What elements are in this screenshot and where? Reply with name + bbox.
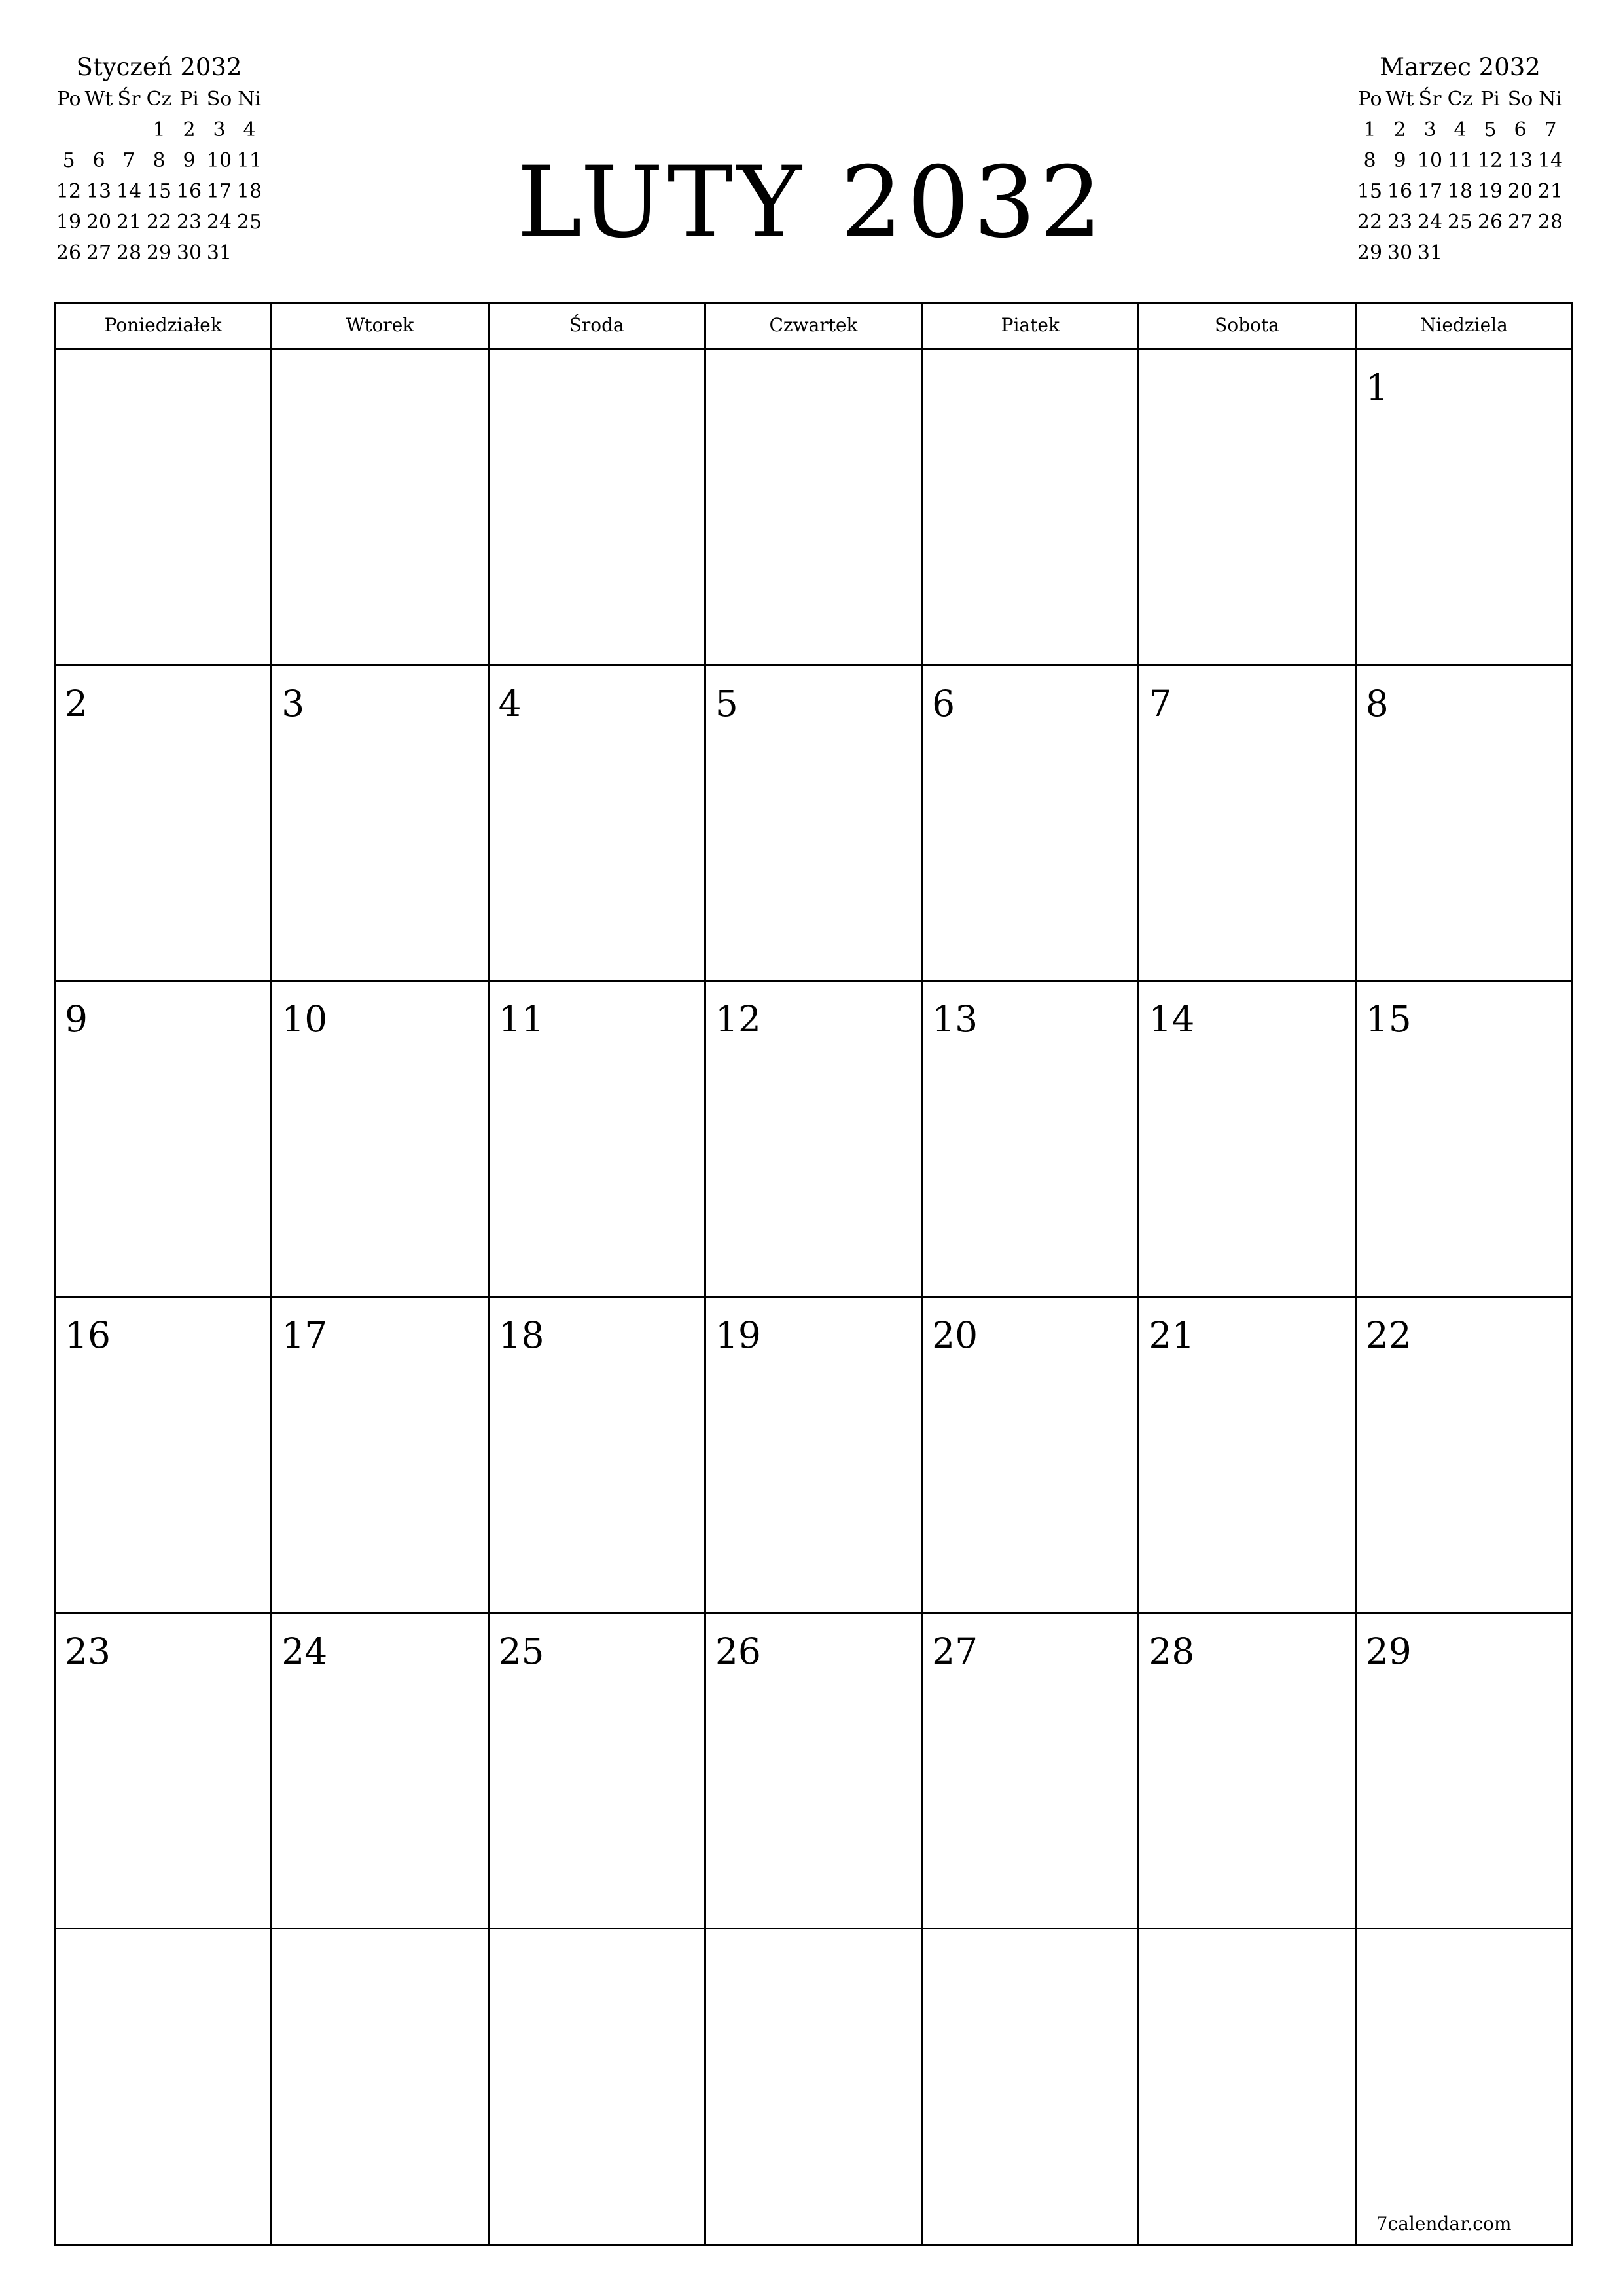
day-number: 13: [932, 998, 978, 1041]
day-cell: [272, 1614, 489, 1930]
day-number: 25: [498, 1630, 544, 1672]
day-number: 4: [498, 682, 522, 725]
mini-day: 9: [1393, 149, 1406, 172]
day-cell: [56, 1929, 272, 2246]
mini-day: 12: [56, 180, 82, 203]
mini-day: 26: [1477, 211, 1503, 234]
mini-day: 7: [122, 149, 135, 172]
mini-day: 2: [183, 118, 196, 141]
day-cell: [1357, 1929, 1573, 2246]
mini-day: [1505, 238, 1535, 268]
day-cell: [1357, 1298, 1573, 1614]
mini-day: 23: [1387, 211, 1413, 234]
day-cell: [272, 350, 489, 666]
day-number: 24: [281, 1630, 328, 1672]
mini-day: 27: [86, 242, 112, 264]
day-cell: [706, 1929, 923, 2246]
mini-day: 29: [1357, 242, 1383, 264]
day-number: 9: [65, 998, 88, 1041]
mini-day: 18: [1447, 180, 1473, 203]
mini-day: 25: [1447, 211, 1473, 234]
day-cell: [706, 1614, 923, 1930]
day-number: 5: [715, 682, 738, 725]
mini-calendar-grid: [1355, 84, 1565, 268]
day-cell: [1357, 350, 1573, 666]
day-cell: [1139, 982, 1356, 1298]
day-number: 27: [932, 1630, 978, 1672]
day-cell: [272, 1298, 489, 1614]
day-number: 29: [1365, 1630, 1412, 1672]
mini-day: [1445, 238, 1475, 268]
mini-day: 31: [206, 242, 232, 264]
weekday-header: Wtorek: [272, 304, 489, 350]
page-title: LUTY 2032: [516, 146, 1107, 260]
mini-day: 8: [1363, 149, 1376, 172]
mini-day: 16: [176, 180, 202, 203]
mini-day: 17: [1417, 180, 1443, 203]
mini-day: 26: [56, 242, 82, 264]
mini-day: 20: [86, 211, 112, 234]
mini-day: 19: [56, 211, 82, 234]
day-cell: [272, 666, 489, 982]
mini-day: 21: [1537, 180, 1563, 203]
mini-day: 3: [1423, 118, 1436, 141]
mini-day: 24: [206, 211, 232, 234]
day-cell: [706, 666, 923, 982]
weekday-header: Poniedziałek: [56, 304, 272, 350]
day-cell: [923, 1298, 1139, 1614]
day-number: 12: [715, 998, 761, 1041]
mini-day: [1475, 238, 1505, 268]
mini-day: 18: [236, 180, 262, 203]
day-number: 7: [1149, 682, 1172, 725]
day-cell: [490, 350, 706, 666]
mini-weekday: Ni: [1539, 88, 1562, 111]
day-number: 19: [715, 1314, 761, 1356]
day-cell: [706, 982, 923, 1298]
day-number: 20: [932, 1314, 978, 1356]
mini-day: 14: [116, 180, 142, 203]
day-number: 16: [65, 1314, 111, 1356]
mini-day: 30: [176, 242, 202, 264]
mini-weekday: Śr: [117, 88, 141, 111]
mini-weekday: So: [206, 88, 232, 111]
day-number: 6: [932, 682, 955, 725]
day-cell: [1139, 666, 1356, 982]
day-cell: [1139, 350, 1356, 666]
day-cell: [490, 982, 706, 1298]
day-cell: [272, 1929, 489, 2246]
day-number: 8: [1365, 682, 1389, 725]
mini-calendar-next-month: [1355, 51, 1565, 268]
day-number: 26: [715, 1630, 761, 1672]
day-number: 22: [1365, 1314, 1412, 1356]
day-cell: [490, 1614, 706, 1930]
mini-day: 15: [1357, 180, 1383, 203]
mini-day: 17: [206, 180, 232, 203]
mini-day: 1: [1363, 118, 1376, 141]
day-cell: [1357, 666, 1573, 982]
day-cell: [1357, 1614, 1573, 1930]
mini-day: 6: [92, 149, 105, 172]
mini-weekday: Śr: [1418, 88, 1442, 111]
day-number: 28: [1149, 1630, 1195, 1672]
weekday-header: Środa: [490, 304, 706, 350]
mini-weekday: Pi: [1480, 88, 1500, 111]
mini-day: 23: [176, 211, 202, 234]
weekday-header: Sobota: [1139, 304, 1356, 350]
mini-weekday: Pi: [179, 88, 199, 111]
mini-day: 24: [1417, 211, 1443, 234]
day-cell: [56, 982, 272, 1298]
weekday-header: Piatek: [923, 304, 1139, 350]
mini-day: 25: [236, 211, 262, 234]
mini-weekday: Wt: [1385, 88, 1414, 111]
mini-day: 14: [1537, 149, 1563, 172]
day-cell: [923, 666, 1139, 982]
mini-weekday: Wt: [84, 88, 113, 111]
mini-day: 22: [1357, 211, 1383, 234]
mini-calendar-title: Marzec 2032: [1380, 53, 1541, 81]
day-cell: [490, 1298, 706, 1614]
mini-weekday: Po: [56, 88, 81, 111]
mini-day: 11: [1447, 149, 1473, 172]
day-cell: [56, 666, 272, 982]
day-cell: [923, 350, 1139, 666]
mini-weekday: So: [1507, 88, 1533, 111]
mini-day: 31: [1417, 242, 1443, 264]
mini-day: 11: [236, 149, 262, 172]
site-credit: 7calendar.com: [1376, 2212, 1512, 2234]
month-grid: [54, 302, 1573, 2246]
day-cell: [490, 1929, 706, 2246]
mini-day: 2: [1393, 118, 1406, 141]
mini-weekday: Po: [1357, 88, 1382, 111]
mini-day: 28: [116, 242, 142, 264]
day-number: 11: [498, 998, 544, 1041]
mini-day: 27: [1507, 211, 1533, 234]
mini-day: 30: [1387, 242, 1413, 264]
day-number: 1: [1365, 367, 1389, 408]
day-cell: [1357, 982, 1573, 1298]
day-number: 2: [65, 682, 88, 725]
day-cell: [706, 350, 923, 666]
day-cell: [706, 1298, 923, 1614]
day-cell: [56, 1614, 272, 1930]
day-cell: [56, 350, 272, 666]
day-cell: [272, 982, 489, 1298]
mini-day: 12: [1477, 149, 1503, 172]
mini-day: 28: [1537, 211, 1563, 234]
mini-day: [1535, 238, 1565, 268]
mini-day: 4: [243, 118, 256, 141]
day-number: 18: [498, 1314, 544, 1356]
mini-day: 22: [146, 211, 172, 234]
day-cell: [923, 982, 1139, 1298]
mini-day: 15: [146, 180, 172, 203]
mini-day: 1: [152, 118, 166, 141]
mini-day: 10: [206, 149, 232, 172]
day-cell: [1139, 1298, 1356, 1614]
day-cell: [1139, 1929, 1356, 2246]
day-cell: [490, 666, 706, 982]
mini-day: 6: [1514, 118, 1527, 141]
day-number: 10: [281, 998, 328, 1041]
mini-day: 29: [146, 242, 172, 264]
mini-day: 9: [183, 149, 196, 172]
mini-day: 10: [1417, 149, 1443, 172]
mini-day: 16: [1387, 180, 1413, 203]
mini-weekday: Cz: [1447, 88, 1473, 111]
day-number: 15: [1365, 998, 1412, 1041]
mini-weekday: Cz: [146, 88, 172, 111]
day-cell: [923, 1929, 1139, 2246]
mini-weekday: Ni: [238, 88, 261, 111]
day-cell: [56, 1298, 272, 1614]
weekday-header: Niedziela: [1357, 304, 1573, 350]
day-number: 17: [281, 1314, 328, 1356]
mini-day: 7: [1544, 118, 1557, 141]
mini-day: 21: [116, 211, 142, 234]
day-number: 23: [65, 1630, 111, 1672]
mini-day: 13: [1507, 149, 1533, 172]
mini-day: 5: [1484, 118, 1497, 141]
mini-day: 5: [62, 149, 75, 172]
mini-day: 20: [1507, 180, 1533, 203]
day-number: 21: [1149, 1314, 1195, 1356]
mini-day: 19: [1477, 180, 1503, 203]
mini-day: 3: [213, 118, 226, 141]
mini-calendar-title: Styczeń 2032: [76, 53, 242, 81]
weekday-header: Czwartek: [706, 304, 923, 350]
mini-day: 8: [152, 149, 166, 172]
day-number: 3: [281, 682, 305, 725]
day-cell: [923, 1614, 1139, 1930]
day-number: 14: [1149, 998, 1195, 1041]
day-cell: [1139, 1614, 1356, 1930]
mini-day: 4: [1454, 118, 1467, 141]
mini-day: 13: [86, 180, 112, 203]
